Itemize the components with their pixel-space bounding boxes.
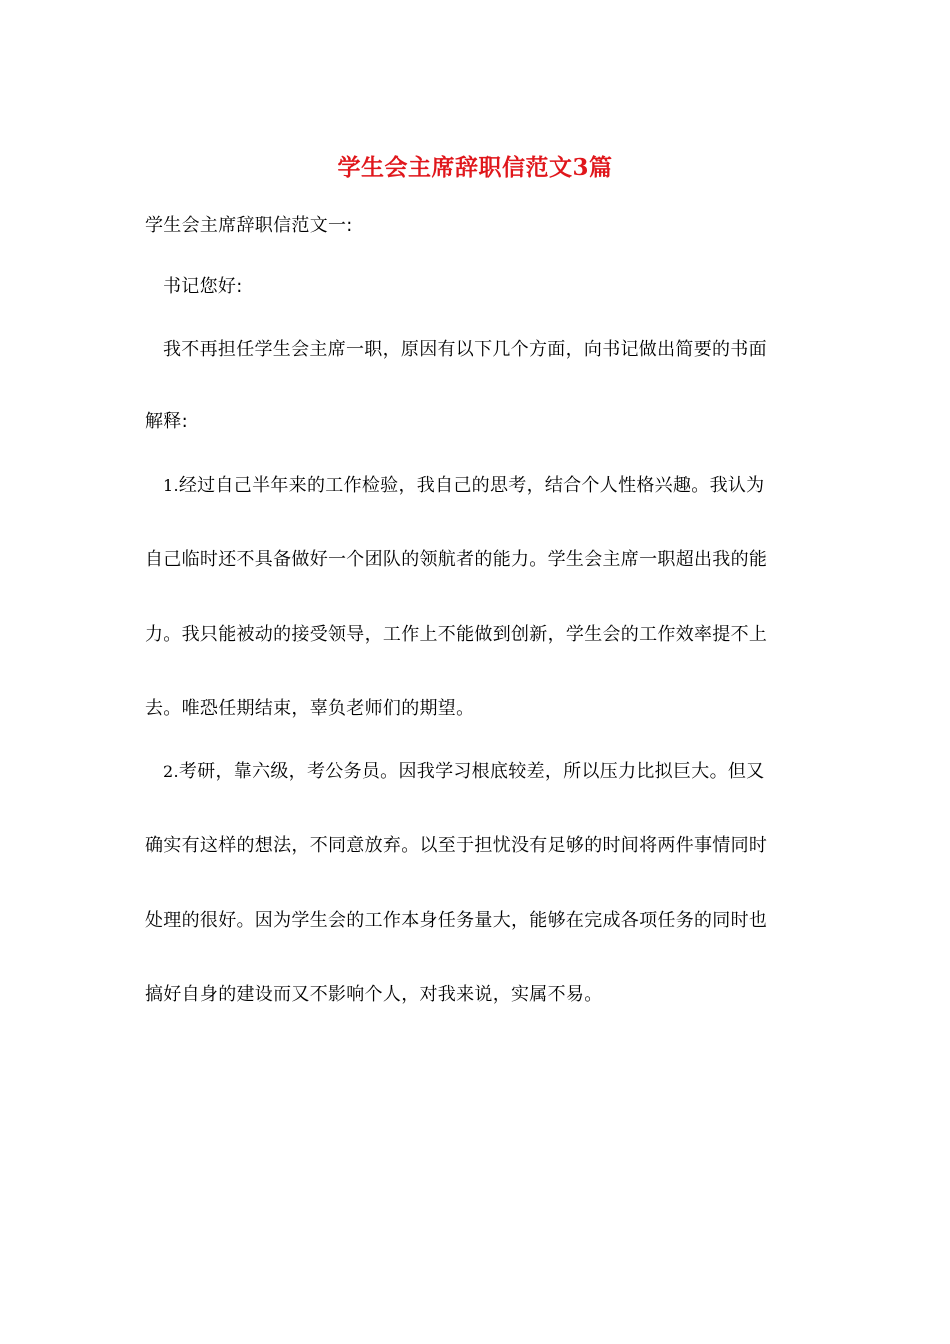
list-item-1 <box>163 474 823 498</box>
paragraph-line: 我不再担任学生会主席一职，原因有以下几个方面，向书记做出简要的书面 <box>163 339 767 360</box>
paragraph-line: 确实有这样的想法，不同意放弃。以至于担忧没有足够的时间将两件事情同时 <box>145 835 768 856</box>
salutation: 书记您好: <box>163 276 243 297</box>
paragraph-line: 处理的很好。因为学生会的工作本身任务量大，能够在完成各项任务的同时也 <box>145 910 768 931</box>
section-heading: 学生会主席辞职信范文一: <box>145 215 353 236</box>
list-item-text: 考研，靠六级，考公务员。因我学习根底较差，所以压力比拟巨大。但又 <box>178 761 765 782</box>
paragraph-line: 自己临时还不具备做好一个团队的领航者的能力。学生会主席一职超出我的能 <box>145 549 768 570</box>
paragraph-line: 搞好自身的建设而又不影响个人，对我来说，实属不易。 <box>145 984 603 1005</box>
list-number: 2. <box>163 762 179 781</box>
list-item-2 <box>163 760 823 784</box>
paragraph-line: 解释: <box>145 411 188 432</box>
paragraph-line: 去。唯恐任期结束，辜负老师们的期望。 <box>145 698 475 719</box>
list-number: 1. <box>163 476 179 495</box>
document-title: 学生会主席辞职信范文3篇 <box>337 154 613 181</box>
list-item-text: 经过自己半年来的工作检验，我自己的思考，结合个人性格兴趣。我认为 <box>178 475 765 496</box>
paragraph-line: 力。我只能被动的接受领导，工作上不能做到创新，学生会的工作效率提不上 <box>145 624 768 645</box>
